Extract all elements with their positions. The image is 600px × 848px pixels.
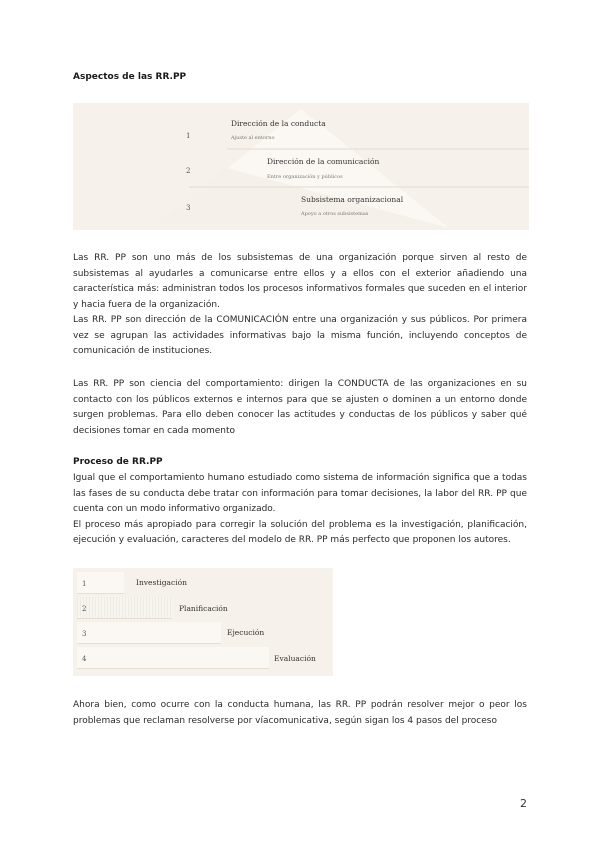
step-bar-2 (77, 597, 172, 619)
pyramid-level-2-number: 2 (186, 167, 191, 175)
section-heading-aspectos: Aspectos de las RR.PP (73, 72, 187, 82)
step-1-label: Investigación (136, 578, 187, 587)
body-text-block-4 (73, 698, 527, 729)
process-steps-diagram (73, 568, 333, 676)
section-heading-proceso: Proceso de RR.PP (73, 457, 163, 467)
pyramid-level-2-subtitle: Entre organización y públicos (267, 174, 343, 180)
step-3-number: 3 (82, 630, 87, 638)
pyramid-level-3-title: Subsistema organizacional (301, 195, 404, 204)
step-1-number: 1 (82, 580, 87, 588)
paragraph-subsistemas: Las RR. PP son uno más de los subsistemas de una organización porque sirven al resto de subsistemas al ayudarles a comunicarse entre ellos y a ellos con el exterior añadiendo una característica más: administran todos los procesos informativos formales que suceden en el interior y hacia fuera de la organización. (73, 253, 527, 310)
pyramid-level-1-subtitle: Ajuste al entorno (231, 135, 275, 141)
pyramid-level-1-title: Dirección de la conducta (231, 119, 326, 128)
pyramid-level-3-subtitle: Apoyo a otros subsistemas (301, 211, 369, 217)
body-text-block-1 (73, 251, 527, 360)
paragraph-comportamiento: Las RR. PP son ciencia del comportamiento: dirigen la CONDUCTA de las organizaciones en su contacto con los públicos externos e internos para que se ajusten o dominen a un entorno donde surgen problemas. Para ello deben conocer las actitudes y conductas de los públicos y saber qué decisiones tomar en cada momento (73, 379, 527, 436)
paragraph-proceso: El proceso más apropiado para corregir la solución del problema es la investigación, planificación, ejecución y evaluación, caracteres del modelo de RR. PP más perfecto que proponen los autores. (73, 519, 527, 545)
step-bar-3 (77, 622, 221, 644)
pyramid-level-1-number: 1 (186, 132, 191, 140)
body-text-block-2 (73, 377, 527, 439)
step-bar-4 (77, 647, 269, 669)
step-4-label: Evaluación (274, 654, 316, 663)
page-number: 2 (520, 797, 527, 810)
paragraph-conclusion: Ahora bien, como ocurre con la conducta humana, las RR. PP podrán resolver mejor o peor los problemas que reclaman resolverse por víacomunicativa, según sigan los 4 pasos del proceso (73, 700, 527, 726)
step-2-number: 2 (82, 605, 87, 613)
step-2-label: Planificación (179, 604, 228, 613)
pyramid-level-3-number: 3 (186, 204, 191, 212)
step-3-label: Ejecución (227, 628, 265, 637)
paragraph-informacion: Igual que el comportamiento humano estudiado como sistema de información significa que a todas las fases de su conducta debe tratar con información para tomar decisiones, la labor del RR. PP que cuenta con un modo informativo organizado. (73, 473, 527, 514)
paragraph-comunicacion: Las RR. PP son dirección de la COMUNICACIÓN entre una organización y sus públicos. Por primera vez se agrupan las actividades informativas bajo la misma función, incluyendo conceptos de comunicación de instituciones. (73, 315, 527, 356)
body-text-block-3 (73, 471, 527, 549)
pyramid-level-2-title: Dirección de la comunicación (267, 157, 380, 166)
pyramid-diagram (73, 103, 529, 230)
step-4-number: 4 (82, 655, 87, 663)
